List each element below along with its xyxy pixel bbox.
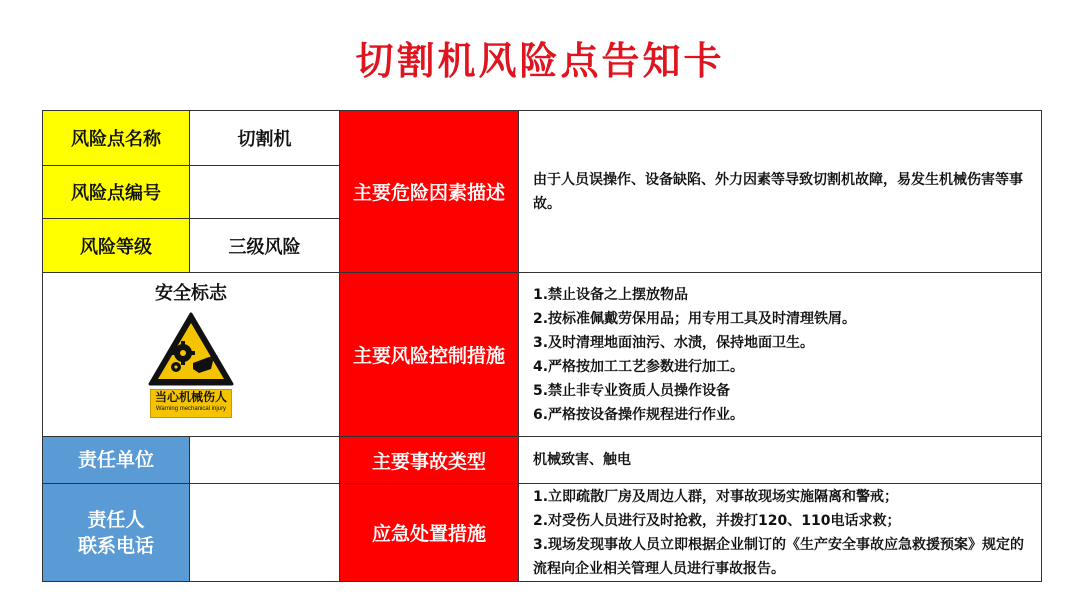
- controls-list: [519, 273, 1042, 437]
- risk-code-value: [190, 166, 340, 219]
- controls-item: 2.按标准佩戴劳保用品；用专用工具及时清理铁屑。: [533, 310, 857, 327]
- safety-sign-caption: [150, 389, 232, 418]
- hazard-label: 主要危险因素描述: [340, 111, 519, 273]
- safety-sign-cell: [43, 273, 340, 437]
- hazard-description: [519, 111, 1042, 273]
- hazard-text: 由于人员误操作、设备缺陷、外力因素等导致切割机故障，易发生机械伤害等事故。: [533, 171, 1023, 212]
- risk-name-label: 风险点名称: [43, 111, 190, 166]
- warning-mechanical-injury-icon: [147, 311, 235, 387]
- controls-label: 主要风险控制措施: [340, 273, 519, 437]
- risk-level-label: 风险等级: [43, 219, 190, 273]
- controls-item: 1.禁止设备之上摆放物品: [533, 286, 689, 303]
- emergency-label: 应急处置措施: [340, 484, 519, 582]
- contact-label: [43, 484, 190, 582]
- contact-label-line2: 联系电话: [77, 534, 154, 557]
- contact-label-line1: 责任人: [87, 508, 145, 531]
- safety-sign-title: 安全标志: [155, 283, 227, 304]
- accident-type-label: 主要事故类型: [340, 437, 519, 484]
- safety-sign-caption-cn: 当心机械伤人: [154, 390, 227, 404]
- card-title: 切割机风险点告知卡: [355, 39, 725, 83]
- accident-type-text: 机械致害、触电: [519, 437, 1042, 484]
- controls-item: 4.严格按加工工艺参数进行加工。: [533, 358, 745, 375]
- responsible-unit-value: [190, 437, 340, 484]
- risk-name-value: 切割机: [190, 111, 340, 166]
- emergency-item: 3.现场发现事故人员立即根据企业制订的《生产安全事故应急救援预案》规定的流程向企业相关管理人员进行事故报告。: [533, 536, 1025, 577]
- controls-item: 3.及时清理地面油污、水渍，保持地面卫生。: [533, 334, 815, 351]
- emergency-list: [519, 484, 1042, 582]
- emergency-item: 1.立即疏散厂房及周边人群，对事故现场实施隔离和警戒；: [533, 488, 899, 505]
- risk-notice-table: [42, 110, 1042, 582]
- controls-item: 6.严格按设备操作规程进行作业。: [533, 406, 745, 423]
- contact-value: [190, 484, 340, 582]
- risk-code-label: 风险点编号: [43, 166, 190, 219]
- safety-sign-caption-en: Warning mechanical injury: [155, 406, 227, 412]
- responsible-unit-label: 责任单位: [43, 437, 190, 484]
- risk-level-value: 三级风险: [190, 219, 340, 273]
- controls-item: 5.禁止非专业资质人员操作设备: [533, 382, 731, 399]
- emergency-item: 2.对受伤人员进行及时抢救，并拨打120、110电话求救；: [533, 512, 901, 529]
